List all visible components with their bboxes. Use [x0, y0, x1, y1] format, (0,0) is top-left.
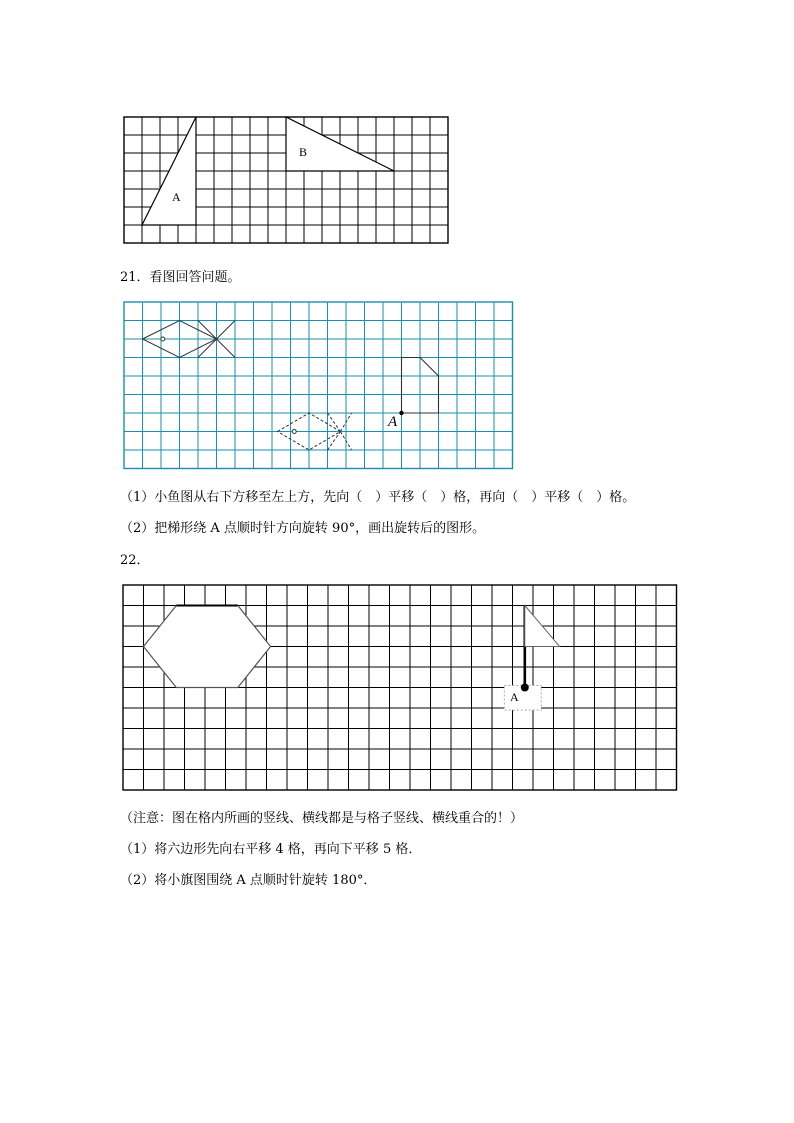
- question-21-part-1: （1）小鱼图从右下方移至左上方，先向（ ）平移（ ）格，再向（ ）平移（ ）格。: [120, 490, 636, 505]
- flag-point-a-label: A: [510, 690, 519, 704]
- hexagon: [144, 606, 271, 688]
- question-22-heading: 22．: [120, 553, 150, 568]
- point-a-label: A: [388, 414, 398, 430]
- triangle-a-label: A: [172, 190, 181, 204]
- question-title: 看图回答问题。: [149, 270, 241, 285]
- triangle-b-label: B: [299, 145, 308, 159]
- flag-point-a: [521, 684, 529, 692]
- question-22-note: （注意：图在格内所画的竖线、横线都是与格子竖线、横线重合的！）: [120, 811, 524, 826]
- question-22-part-2: （2）将小旗图围绕 A 点顺时针旋转 180°．: [120, 873, 377, 888]
- question-21-part-2: （2）把梯形绕 A 点顺时针方向旋转 90°，画出旋转后的图形。: [120, 521, 486, 536]
- question-22-part-1: （1）将六边形先向右平移 4 格，再向下平移 5 格．: [120, 842, 422, 857]
- question-number: 21．: [120, 270, 150, 285]
